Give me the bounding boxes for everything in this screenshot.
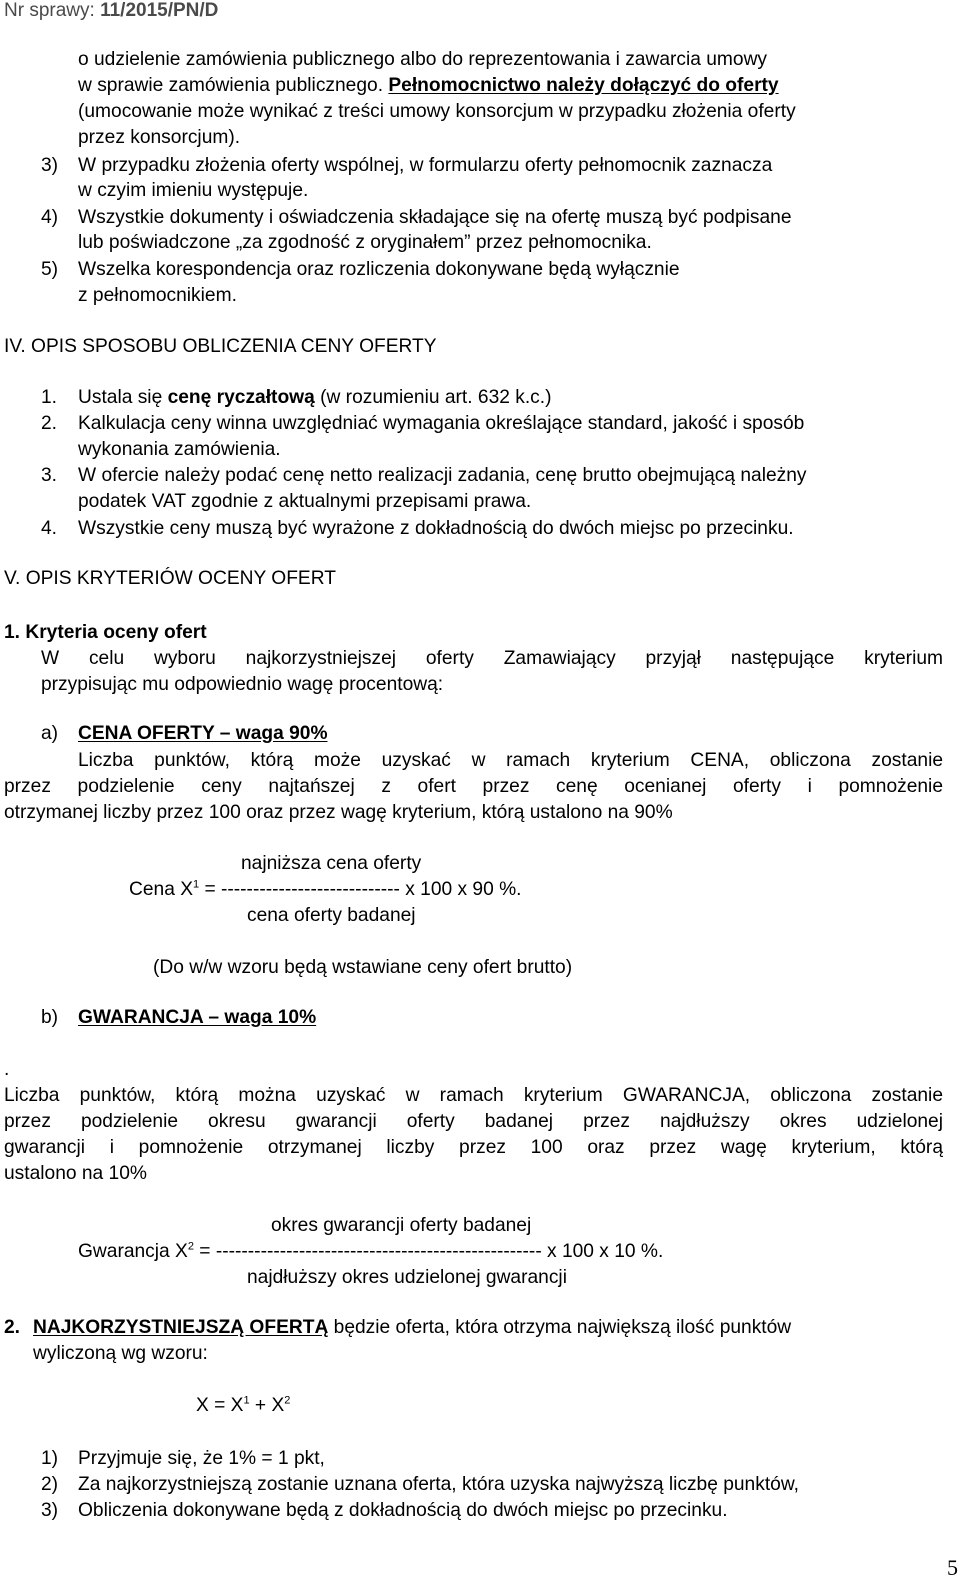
- sec4-item-2: [41, 411, 804, 437]
- sec4-item-3-line-2: podatek VAT zgodnie z aktualnymi przepisami prawa.: [78, 491, 532, 512]
- criterion-a-line-1: Liczba punktów, którą może uzyskać w ramach kryterium CENA, obliczona zostanie: [78, 750, 943, 771]
- sec4-item-3: [41, 463, 807, 489]
- case-number: 11/2015/PN/D: [100, 0, 219, 21]
- best-offer-rest: będzie oferta, która otrzyma największą ilość punktów: [328, 1317, 792, 1338]
- final-item-text: Obliczenia dokonywane będą z dokładnością do dwóch miejsc po przecinku.: [78, 1500, 728, 1521]
- list-item-4: [41, 205, 792, 231]
- best-offer-line-1: [4, 1315, 791, 1341]
- formula-1-numerator: najniższa cena oferty: [241, 853, 422, 874]
- criterion-title: CENA OFERTY – waga 90%: [78, 723, 328, 744]
- formula-3-superscript-2: 2: [284, 1394, 291, 1407]
- cont-line-3: (umocowanie może wynikać z treści umowy konsorcjum w przypadku złożenia oferty: [78, 101, 796, 122]
- criterion-b-title: [41, 1005, 316, 1031]
- formula-2-denominator: najdłuższy okres udzielonej gwarancji: [247, 1267, 567, 1288]
- formula-2: [78, 1239, 663, 1265]
- formula-2-superscript: 2: [187, 1240, 194, 1253]
- formula-3-superscript-1: 1: [243, 1394, 250, 1407]
- criteria-subheading: 1. Kryteria oceny ofert: [4, 622, 207, 643]
- page-number: 5: [947, 1555, 958, 1580]
- criterion-a-line-2: przez podzielenie ceny najtańszej z ofert przez cenę ocenianej oferty i pomnożenie: [4, 776, 943, 797]
- criteria-intro-line-2: przypisując mu odpowiednio wagę procentową:: [41, 674, 444, 695]
- item-text-bold: cenę ryczałtową: [167, 387, 315, 408]
- final-item-text: Przyjmuje się, że 1% = 1 pkt,: [78, 1448, 325, 1469]
- cont-line-2: [78, 73, 779, 99]
- criterion-a-title: [41, 721, 328, 747]
- criterion-b-line-3: gwarancji i pomnożenie otrzymanej liczby przez 100 oraz przez wagę kryterium, którą: [4, 1137, 943, 1158]
- formula-2-right: = --------------------------------------------------- x 100 x 10 %.: [193, 1241, 664, 1262]
- cont-line-1: o udzielenie zamówienia publicznego albo do reprezentowania i zawarcia umowy: [78, 49, 768, 70]
- list-item-5: [41, 257, 680, 283]
- case-label: Nr sprawy:: [4, 0, 95, 21]
- cont-line-2a: w sprawie zamówienia publicznego.: [78, 75, 384, 96]
- sec4-item-4: [41, 516, 794, 542]
- formula-3: [196, 1393, 290, 1419]
- item-number: 2.: [41, 413, 58, 434]
- final-item-number: 1): [41, 1448, 59, 1469]
- power-of-attorney-note: Pełnomocnictwo należy dołączyć do oferty: [388, 75, 779, 96]
- cont-line-4: przez konsorcjum).: [78, 127, 241, 148]
- formula-1-denominator: cena oferty badanej: [247, 905, 416, 926]
- formula-1: [129, 877, 522, 903]
- formula-1-right: = ---------------------------- x 100 x 90 %.: [199, 879, 522, 900]
- stray-dot: .: [4, 1059, 10, 1080]
- sec4-item-2-line-2: wykonania zamówienia.: [78, 439, 281, 460]
- formula-2-numerator: okres gwarancji oferty badanej: [271, 1215, 532, 1236]
- criterion-letter: a): [41, 723, 59, 744]
- formula-3-a: X = X: [196, 1395, 244, 1416]
- formula-2-left: Gwarancja X: [78, 1241, 188, 1262]
- list-item-text: Wszelka korespondencja oraz rozliczenia dokonywane będą wyłącznie: [78, 259, 680, 280]
- case-number-header: [4, 0, 218, 22]
- formula-1-left: Cena X: [129, 879, 193, 900]
- section-v-heading: V. OPIS KRYTERIÓW OCENY OFERT: [4, 568, 336, 589]
- final-item-number: 2): [41, 1474, 59, 1495]
- formula-1-note: (Do w/w wzoru będą wstawiane ceny ofert brutto): [153, 957, 573, 978]
- section-iv-heading: IV. OPIS SPOSOBU OBLICZENIA CENY OFERTY: [4, 336, 437, 357]
- list-item-number: 5): [41, 259, 59, 280]
- final-item-3: [41, 1498, 728, 1524]
- list-item-3: [41, 153, 772, 179]
- list-item-number: 3): [41, 155, 59, 176]
- list-item-3-line-2: w czyim imieniu występuje.: [78, 180, 309, 201]
- final-item-1: [41, 1446, 325, 1472]
- item-number: 1.: [41, 387, 58, 408]
- list-item-number: 4): [41, 207, 59, 228]
- final-item-text: Za najkorzystniejszą zostanie uznana oferta, która uzyska najwyższą liczbę punktów,: [78, 1474, 799, 1495]
- item-text-c: (w rozumieniu art. 632 k.c.): [314, 387, 552, 408]
- list-item-5-line-2: z pełnomocnikiem.: [78, 285, 237, 306]
- formula-1-superscript: 1: [193, 878, 200, 891]
- item-text: Wszystkie ceny muszą być wyrażone z dokładnością do dwóch miejsc po przecinku.: [78, 518, 794, 539]
- list-item-text: Wszystkie dokumenty i oświadczenia składające się na ofertę muszą być podpisane: [78, 207, 792, 228]
- final-item-number: 3): [41, 1500, 59, 1521]
- item-text: Kalkulacja ceny winna uwzględniać wymagania określające standard, jakość i sposób: [78, 413, 805, 434]
- best-offer-title: NAJKORZYSTNIEJSZĄ OFERTĄ: [33, 1317, 329, 1338]
- formula-3-b: + X: [249, 1395, 285, 1416]
- final-item-2: [41, 1472, 799, 1498]
- item-text-a: Ustala się: [78, 387, 168, 408]
- item-text: W ofercie należy podać cenę netto realizacji zadania, cenę brutto obejmującą należny: [78, 465, 807, 486]
- criterion-b-line-1: Liczba punktów, którą można uzyskać w ramach kryterium GWARANCJA, obliczona zostanie: [4, 1085, 943, 1106]
- criterion-a-line-3: otrzymanej liczby przez 100 oraz przez wagę kryterium, którą ustalono na 90%: [4, 802, 673, 823]
- item-number: 4.: [41, 518, 58, 539]
- list-item-4-line-2: lub poświadczone „za zgodność z oryginałem” przez pełnomocnika.: [78, 232, 652, 253]
- sec4-item-1: [41, 385, 552, 411]
- best-offer-number: 2.: [4, 1317, 21, 1338]
- best-offer-line-2: wyliczoną wg wzoru:: [33, 1343, 208, 1364]
- list-item-text: W przypadku złożenia oferty wspólnej, w formularzu oferty pełnomocnik zaznacza: [78, 155, 773, 176]
- criterion-b-line-2: przez podzielenie okresu gwarancji oferty badanej przez najdłuższy okres udzielonej: [4, 1111, 943, 1132]
- criteria-intro-line-1: W celu wyboru najkorzystniejszej oferty Zamawiający przyjął następujące kryterium: [41, 648, 943, 669]
- item-number: 3.: [41, 465, 58, 486]
- criterion-title: GWARANCJA – waga 10%: [78, 1007, 317, 1028]
- criterion-letter: b): [41, 1007, 59, 1028]
- criterion-b-line-4: ustalono na 10%: [4, 1163, 147, 1184]
